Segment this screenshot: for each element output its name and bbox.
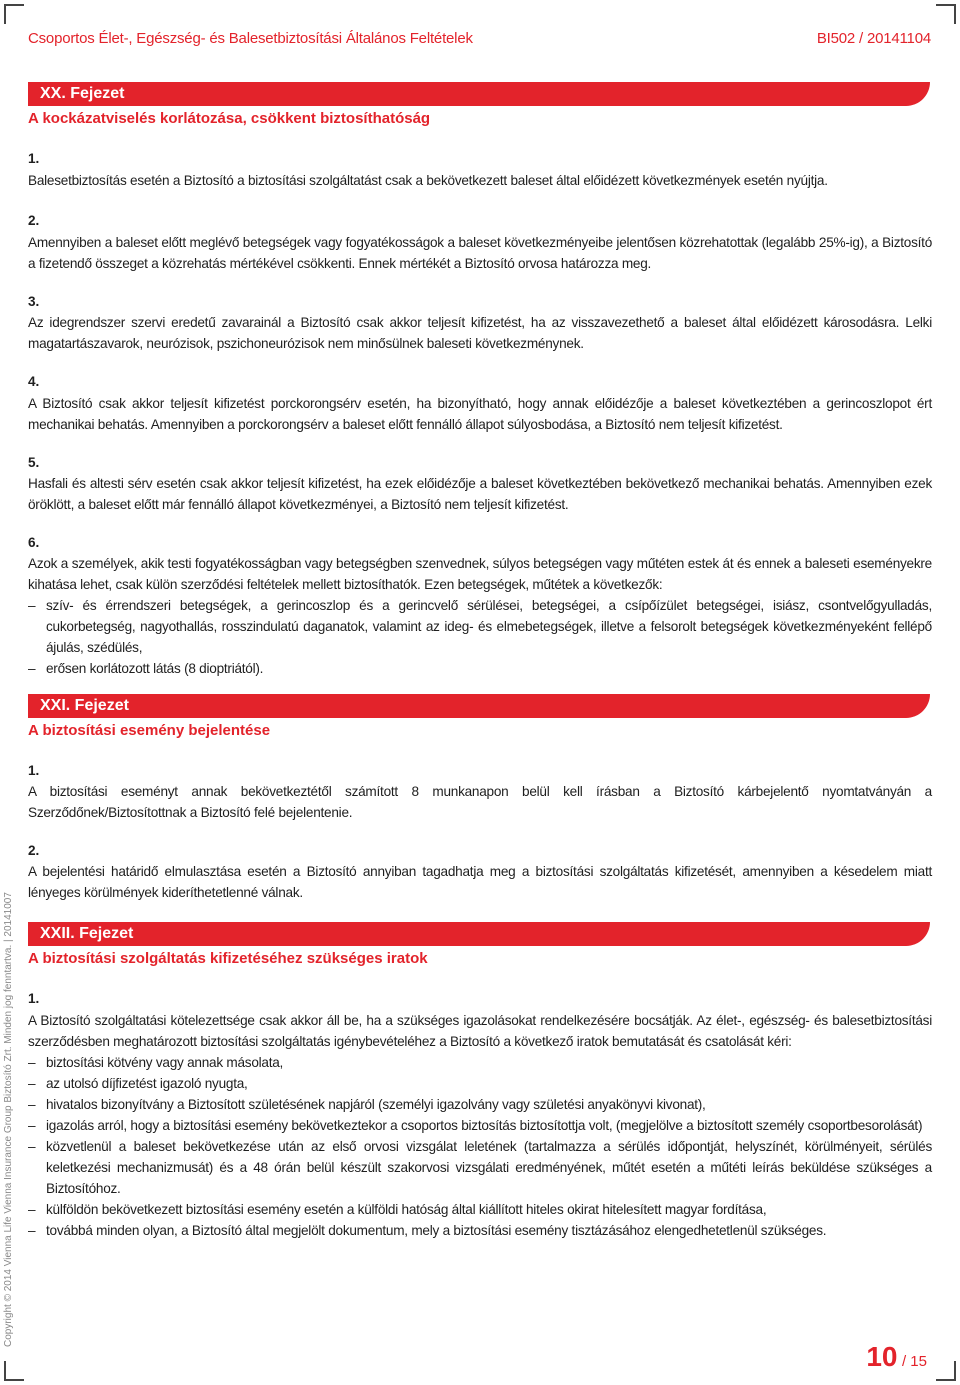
paragraph-number: 3. <box>28 294 40 309</box>
copyright-text: Copyright © 2014 Vienna Life Vienna Insurance Group Biztosító Zrt. Minden jog fenntartva. | 20141007 <box>3 892 14 1347</box>
paragraph-text: Azok a személyek, akik testi fogyatékosságban vagy betegségben szenvednek, súlyos betegségen vagy műtéten estek át és ennek a baleseti eseményekre kihatása lehet, csak külön szerződési feltételek mellett biztosíthatók. Ezen betegségek, műtétek a következők: <box>28 556 932 592</box>
list-item: – igazolás arról, hogy a biztosítási esemény bekövetkeztekor a csoportos biztosítás biztosítottja volt, (megjelölve a biztosított személy csoportbesorolását) <box>28 1115 932 1136</box>
chapter-banner <box>28 82 930 106</box>
paragraph-number: 1. <box>28 763 40 778</box>
paragraph-text: A biztosítási eseményt annak bekövetkeztétől számított 8 munkanapon belül kell írásban a Biztosító kárbejelentő nyomtatványán a Szerződőnek/Biztosítottnak a Biztosító felé bejelentenie. <box>28 784 932 820</box>
list-item: – biztosítási kötvény vagy annak másolata, <box>28 1052 932 1073</box>
paragraph <box>28 553 932 679</box>
paragraph <box>28 473 932 515</box>
paragraph <box>28 170 932 191</box>
paragraph-text: A Biztosító csak akkor teljesít kifizetést porckorongsérv esetén, ha bizonyítható, hogy annak előidézője a baleset következtében a gerincoszlopot ért mechanikai behatás. Amennyiben a porckorongsérv a baleset előtt fennálló állapot súlyosbodása, a Biztosító nem teljesít kifizetést. <box>28 396 932 432</box>
paragraph-number: 2. <box>28 843 40 858</box>
paragraph <box>28 1010 932 1241</box>
crop-mark-bottom-left <box>4 1361 24 1381</box>
section-title: A kockázatviselés korlátozása, csökkent biztosíthatóság <box>28 110 431 127</box>
list-item: – szív- és érrendszeri betegségek, a gerincoszlop és a gerincvelő sérülései, betegségei, a csípőízület betegségei, isiász, csontvelőgyulladás, cukorbetegség, nagyothallás, rosszindulatú daganatok, valamint az ideg- és elmebetegségek, illetve a felsorolt betegségek következményeként fellépő ájulás, szédülés, <box>28 595 932 658</box>
chapter-label: XXII. Fejezet <box>40 925 134 942</box>
paragraph <box>28 861 932 903</box>
list-item: – külföldön bekövetkezett biztosítási esemény esetén a külföldi hatóság által kiállított hiteles okirat hitelesített magyar fordítása, <box>28 1199 932 1220</box>
paragraph-number: 1. <box>28 151 40 166</box>
chapter-label: XX. Fejezet <box>40 85 125 102</box>
bullet-list <box>28 1052 932 1241</box>
list-item: – továbbá minden olyan, a Biztosító által megjelölt dokumentum, mely a biztosítási esemény tisztázásához elengedhetetlenül szükséges. <box>28 1220 932 1241</box>
chapter-label: XXI. Fejezet <box>40 697 129 714</box>
list-item: – erősen korlátozott látás (8 dioptriától). <box>28 658 932 679</box>
section-title: A biztosítási szolgáltatás kifizetéséhez szükséges iratok <box>28 950 428 967</box>
document-code: BI502 / 20141104 <box>816 30 931 47</box>
list-item: – az utolsó díjfizetést igazoló nyugta, <box>28 1073 932 1094</box>
paragraph <box>28 312 932 354</box>
page-total: / 15 <box>901 1353 927 1370</box>
paragraph <box>28 232 932 274</box>
crop-mark-top-right <box>936 4 956 24</box>
crop-mark-top-left <box>4 4 24 24</box>
paragraph-text: Az idegrendszer szervi eredetű zavarainál a Biztosító csak akkor teljesít kifizetést, ha az visszavezethető a baleset által előidézett károsodásra. Lelki magatartászavarok, neurózisok, pszichoneurózisok nem minősülnek baleseti következménynek. <box>28 315 932 351</box>
paragraph-number: 6. <box>28 535 40 550</box>
paragraph-number: 2. <box>28 213 40 228</box>
bullet-list <box>28 595 932 679</box>
paragraph-text: Balesetbiztosítás esetén a Biztosító a biztosítási szolgáltatást csak a bekövetkezett baleset által előidézett következmények esetén nyújtja. <box>28 173 828 188</box>
paragraph-number: 4. <box>28 374 40 389</box>
crop-mark-bottom-right <box>936 1361 956 1381</box>
list-item: – közvetlenül a baleset bekövetkezése után az első orvosi vizsgálat leletének (tartalmazza a sérülés időpontját, helyszínét, körülményeit, sérülés keletkezési mechanizmusát) és a 48 órán belül készült szakorvosi vizsgálati eredményének, műtét esetén a műtéti leírás beküldése szükséges a Biztosítóhoz. <box>28 1136 932 1199</box>
page-current: 10 <box>866 1341 898 1372</box>
paragraph-text: Amennyiben a baleset előtt meglévő betegségek vagy fogyatékosságok a baleset következményeibe jelentősen közrehatottak (legalább 25%-ig), a Biztosító a fizetendő összeget a közrehatás mértékével csökkenti. Ennek mértékét a Biztosító orvosa határozza meg. <box>28 235 932 271</box>
paragraph-text: Hasfali és altesti sérv esetén csak akkor teljesít kifizetést, ha ezek előidézője a baleset következtében bekövetkező mechanikai behatás. Amennyiben ezek öröklött, a baleset előtt már fennálló állapot következményei, a Biztosító nem teljesít kifizetést. <box>28 476 932 512</box>
document-title: Csoportos Élet-, Egészség- és Balesetbiztosítási Általános Feltételek <box>28 30 473 47</box>
section-title: A biztosítási esemény bejelentése <box>28 722 271 739</box>
list-item: – hivatalos bizonyítvány a Biztosított születésének napjáról (személyi igazolvány vagy születési anyakönyvi kivonat), <box>28 1094 932 1115</box>
paragraph <box>28 781 932 823</box>
paragraph <box>28 393 932 435</box>
paragraph-text: A bejelentési határidő elmulasztása esetén a Biztosító annyiban tagadhatja meg a biztosítási szolgáltatás kifizetését, amennyiben a késedelem miatt lényeges körülmények kideríthetetlenné válnak. <box>28 864 932 900</box>
paragraph-number: 1. <box>28 991 40 1006</box>
page-number <box>866 1341 927 1373</box>
chapter-banner <box>28 922 930 946</box>
paragraph-text: A Biztosító szolgáltatási kötelezettsége csak akkor áll be, ha a szükséges igazolásokat rendelkezésére bocsátják. Az élet-, egészség- és balesetbiztosítási szerződésben meghatározott biztosítási szolgáltatás igénybevételéhez a Biztosító a következő iratok bemutatását és csatolását kéri: <box>28 1013 932 1049</box>
chapter-banner <box>28 694 930 718</box>
paragraph-number: 5. <box>28 455 40 470</box>
